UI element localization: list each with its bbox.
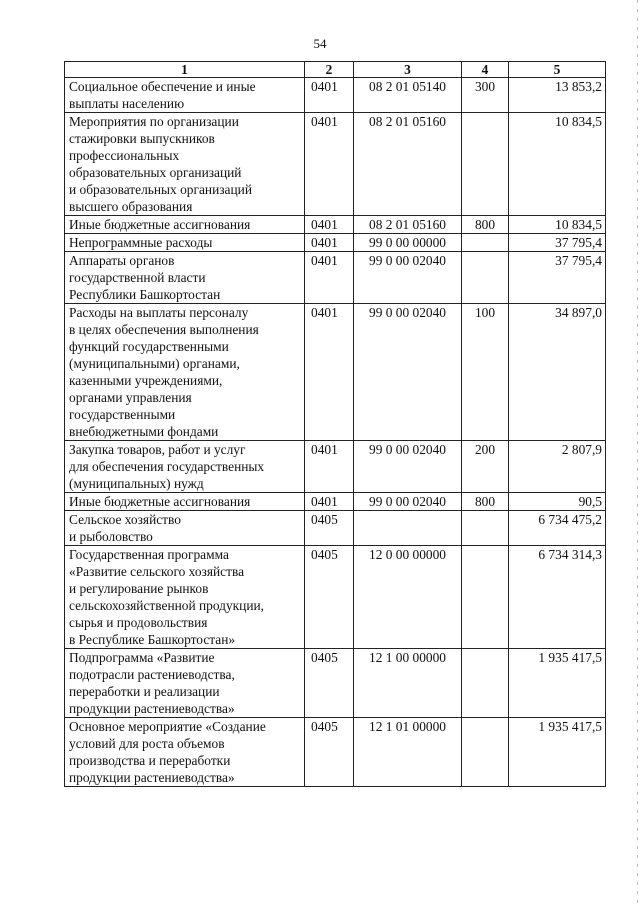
row-target-code: 99 0 00 02040 xyxy=(354,304,462,441)
row-name: Непрограммные расходы xyxy=(65,234,305,252)
row-expense-type: 200 xyxy=(462,441,509,493)
row-target-code: 08 2 01 05160 xyxy=(354,113,462,216)
row-expense-type xyxy=(462,649,509,718)
row-target-code: 12 1 01 00000 xyxy=(354,718,462,787)
row-name: Подпрограмма «Развитие подотрасли растениеводства, переработки и реализации продукции растениеводства» xyxy=(65,649,305,718)
row-sum: 6 734 475,2 xyxy=(509,511,606,546)
row-expense-type xyxy=(462,511,509,546)
row-target-code xyxy=(354,511,462,546)
row-sum: 1 935 417,5 xyxy=(509,718,606,787)
row-target-code: 08 2 01 05160 xyxy=(354,216,462,234)
row-name: Государственная программа «Развитие сельского хозяйства и регулирование рынков сельскохозяйственной продукции, сырья и продовольствия в Республике Башкортостан» xyxy=(65,546,305,649)
table-row xyxy=(65,234,606,252)
row-expense-type xyxy=(462,234,509,252)
table-row xyxy=(65,304,606,441)
table-row xyxy=(65,649,606,718)
column-header: 5 xyxy=(509,62,606,78)
row-section: 0401 xyxy=(305,78,354,113)
row-target-code: 99 0 00 02040 xyxy=(354,441,462,493)
table-row xyxy=(65,78,606,113)
row-sum: 34 897,0 xyxy=(509,304,606,441)
table-row xyxy=(65,252,606,304)
row-section: 0401 xyxy=(305,441,354,493)
table-row xyxy=(65,546,606,649)
row-target-code: 99 0 00 02040 xyxy=(354,493,462,511)
table-row xyxy=(65,216,606,234)
table-row xyxy=(65,511,606,546)
column-header: 4 xyxy=(462,62,509,78)
row-sum: 6 734 314,3 xyxy=(509,546,606,649)
row-name: Расходы на выплаты персоналу в целях обеспечения выполнения функций государственными (муниципальными) органами, казенными учреждениями, органами управления государственными внебюджетными фондами xyxy=(65,304,305,441)
row-target-code: 08 2 01 05140 xyxy=(354,78,462,113)
row-section: 0401 xyxy=(305,113,354,216)
row-section: 0401 xyxy=(305,234,354,252)
column-header: 2 xyxy=(305,62,354,78)
row-expense-type xyxy=(462,718,509,787)
row-sum: 1 935 417,5 xyxy=(509,649,606,718)
column-header: 3 xyxy=(354,62,462,78)
row-expense-type: 300 xyxy=(462,78,509,113)
row-section: 0401 xyxy=(305,252,354,304)
row-target-code: 12 0 00 00000 xyxy=(354,546,462,649)
row-target-code: 12 1 00 00000 xyxy=(354,649,462,718)
row-section: 0401 xyxy=(305,493,354,511)
row-sum: 2 807,9 xyxy=(509,441,606,493)
page-number: 54 xyxy=(313,36,327,51)
row-name: Основное мероприятие «Создание условий для роста объемов производства и переработки продукции растениеводства» xyxy=(65,718,305,787)
row-section: 0405 xyxy=(305,511,354,546)
row-section: 0405 xyxy=(305,718,354,787)
row-target-code: 99 0 00 00000 xyxy=(354,234,462,252)
row-name: Иные бюджетные ассигнования xyxy=(65,216,305,234)
row-section: 0405 xyxy=(305,649,354,718)
row-section: 0401 xyxy=(305,304,354,441)
budget-table xyxy=(64,61,606,787)
row-expense-type: 100 xyxy=(462,304,509,441)
table-row xyxy=(65,718,606,787)
table-row xyxy=(65,441,606,493)
table-row xyxy=(65,113,606,216)
row-section: 0405 xyxy=(305,546,354,649)
row-name: Иные бюджетные ассигнования xyxy=(65,493,305,511)
row-expense-type xyxy=(462,546,509,649)
row-sum: 37 795,4 xyxy=(509,252,606,304)
row-expense-type xyxy=(462,252,509,304)
table-body xyxy=(65,78,606,787)
table-row xyxy=(65,493,606,511)
column-header: 1 xyxy=(65,62,305,78)
row-expense-type: 800 xyxy=(462,216,509,234)
row-sum: 10 834,5 xyxy=(509,216,606,234)
row-name: Социальное обеспечение и иные выплаты населению xyxy=(65,78,305,113)
row-expense-type xyxy=(462,113,509,216)
row-name: Сельское хозяйство и рыболовство xyxy=(65,511,305,546)
scan-edge-mark xyxy=(637,0,638,905)
row-sum: 10 834,5 xyxy=(509,113,606,216)
row-name: Аппараты органов государственной власти Республики Башкортостан xyxy=(65,252,305,304)
row-expense-type: 800 xyxy=(462,493,509,511)
row-section: 0401 xyxy=(305,216,354,234)
table-header-row xyxy=(65,62,606,78)
row-name: Мероприятия по организации стажировки выпускников профессиональных образовательных организаций и образовательных организаций высшего образования xyxy=(65,113,305,216)
row-sum: 37 795,4 xyxy=(509,234,606,252)
row-sum: 13 853,2 xyxy=(509,78,606,113)
row-target-code: 99 0 00 02040 xyxy=(354,252,462,304)
row-name: Закупка товаров, работ и услуг для обеспечения государственных (муниципальных) нужд xyxy=(65,441,305,493)
row-sum: 90,5 xyxy=(509,493,606,511)
